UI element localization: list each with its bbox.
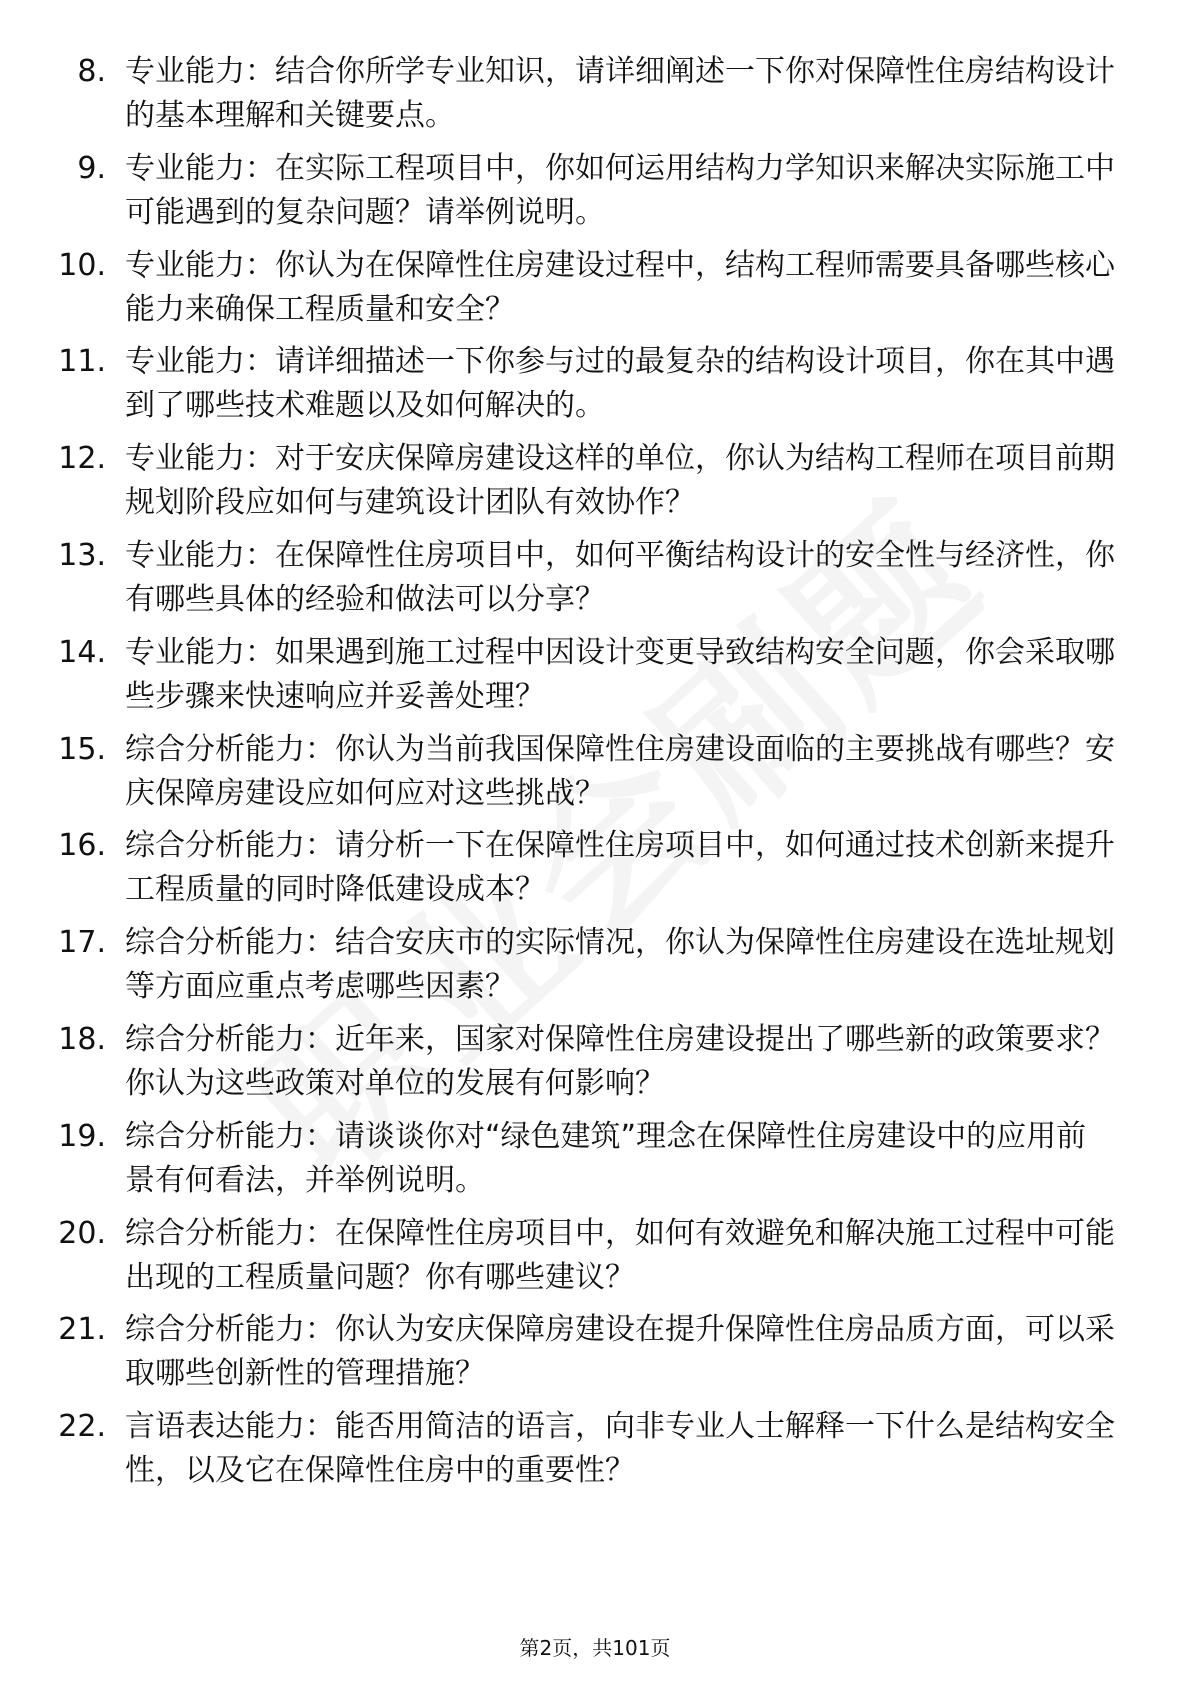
- question-number: 16.: [58, 828, 106, 864]
- question-text: 综合分析能力：结合安庆市的实际情况，你认为保障性住房建设在选址规划等方面应重点考虑哪些因素？: [125, 925, 1115, 1005]
- question-text: 综合分析能力：你认为安庆保障房建设在提升保障性住房品质方面，可以采取哪些创新性的管理措施？: [125, 1312, 1115, 1392]
- question-item: [0, 50, 1190, 147]
- question-item: [0, 824, 1190, 921]
- question-number: 8.: [77, 54, 106, 89]
- question-item: [0, 1018, 1190, 1115]
- question-text: 综合分析能力：近年来，国家对保障性住房建设提出了哪些新的政策要求？你认为这些政策对单位的发展有何影响？: [125, 1021, 1115, 1101]
- question-number: 12.: [58, 441, 106, 477]
- question-item: [0, 437, 1190, 534]
- page-number-label: 第2页，共101页: [519, 1636, 671, 1660]
- question-text: 综合分析能力：请谈谈你对“绿色建筑”理念在保障性住房建设中的应用前景有何看法，并举例说明。: [125, 1118, 1087, 1198]
- question-item: [0, 631, 1190, 728]
- question-item: [0, 340, 1190, 437]
- question-text: 综合分析能力：你认为当前我国保障性住房建设面临的主要挑战有哪些？安庆保障房建设应如何应对这些挑战？: [125, 731, 1115, 811]
- question-item: [0, 1405, 1190, 1502]
- question-number: 22.: [58, 1409, 106, 1445]
- question-text: 专业能力：在保障性住房项目中，如何平衡结构设计的安全性与经济性，你有哪些具体的经验和做法可以分享？: [125, 537, 1115, 617]
- question-item: [0, 147, 1190, 244]
- question-number: 11.: [58, 344, 106, 380]
- question-number: 21.: [58, 1312, 106, 1348]
- question-text: 言语表达能力：能否用简洁的语言，向非专业人士解释一下什么是结构安全性，以及它在保障性住房中的重要性？: [125, 1409, 1115, 1489]
- question-item: [0, 728, 1190, 825]
- question-number: 9.: [77, 150, 106, 186]
- question-number: 13.: [58, 537, 106, 573]
- question-text: 专业能力：请详细描述一下你参与过的最复杂的结构设计项目，你在其中遇到了哪些技术难题以及如何解决的。: [125, 344, 1115, 424]
- question-number: 15.: [58, 731, 106, 767]
- question-text: 专业能力：在实际工程项目中，你如何运用结构力学知识来解决实际施工中可能遇到的复杂问题？请举例说明。: [125, 150, 1115, 230]
- question-number: 10.: [58, 247, 106, 283]
- page-footer: [0, 1632, 1190, 1661]
- question-item: [0, 1115, 1190, 1212]
- question-number: 20.: [58, 1215, 106, 1251]
- question-number: 17.: [58, 925, 106, 961]
- question-item: [0, 921, 1190, 1018]
- question-text: 专业能力：结合你所学专业知识，请详细阐述一下你对保障性住房结构设计的基本理解和关键要点。: [125, 54, 1115, 133]
- question-number: 18.: [58, 1021, 106, 1057]
- question-text: 专业能力：对于安庆保障房建设这样的单位，你认为结构工程师在项目前期规划阶段应如何与建筑设计团队有效协作？: [125, 441, 1115, 521]
- question-item: [0, 534, 1190, 631]
- question-list: [0, 50, 1190, 1502]
- question-item: [0, 1308, 1190, 1405]
- question-item: [0, 244, 1190, 341]
- question-number: 14.: [58, 634, 106, 670]
- question-text: 综合分析能力：请分析一下在保障性住房项目中，如何通过技术创新来提升工程质量的同时降低建设成本？: [125, 828, 1115, 908]
- question-text: 专业能力：如果遇到施工过程中因设计变更导致结构安全问题，你会采取哪些步骤来快速响应并妥善处理？: [125, 634, 1115, 714]
- question-number: 19.: [58, 1118, 106, 1154]
- question-text: 综合分析能力：在保障性住房项目中，如何有效避免和解决施工过程中可能出现的工程质量问题？你有哪些建议？: [125, 1215, 1115, 1295]
- question-item: [0, 1212, 1190, 1309]
- question-text: 专业能力：你认为在保障性住房建设过程中，结构工程师需要具备哪些核心能力来确保工程质量和安全？: [125, 247, 1115, 327]
